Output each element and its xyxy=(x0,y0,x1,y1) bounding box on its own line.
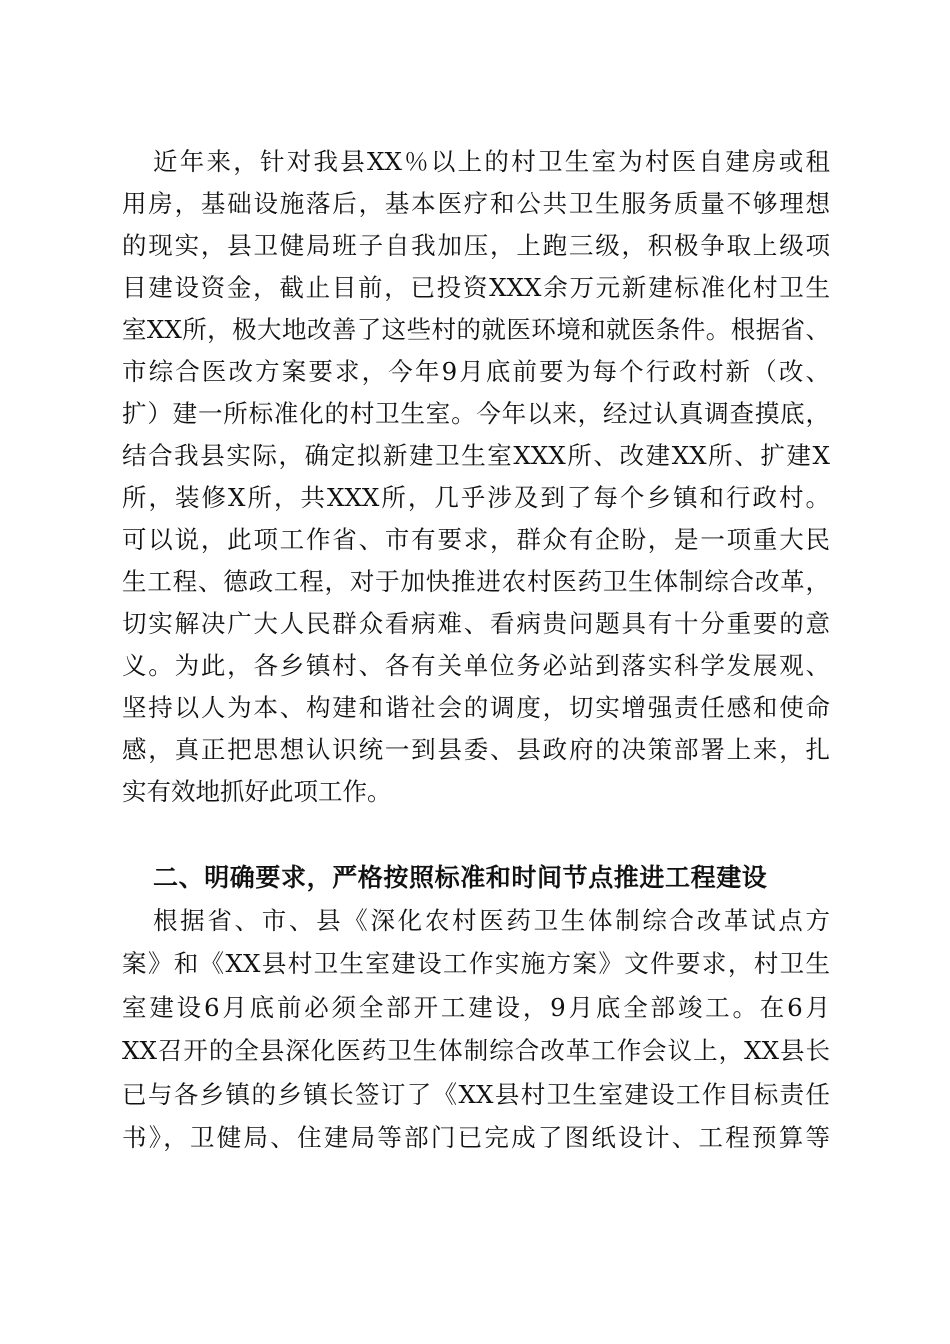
text-line: 根据省、市、县《深化农村医药卫生体制综合改革试点方 xyxy=(153,906,830,935)
text-line: 切实解决广大人民群众看病难、看病贵问题具有十分重要的意 xyxy=(122,609,830,638)
text-line: 义。为此，各乡镇村、各有关单位务必站到落实科学发展观、 xyxy=(122,651,830,680)
text-line: 可以说，此项工作省、市有要求，群众有企盼，是一项重大民 xyxy=(122,525,830,554)
text-line: 坚持以人为本、构建和谐社会的调度，切实增强责任感和使命 xyxy=(122,693,830,722)
text-line: 感，真正把思想认识统一到县委、县政府的决策部署上来，扎 xyxy=(122,735,830,764)
text-line: 室XX所，极大地改善了这些村的就医环境和就医条件。根据省、 xyxy=(122,315,830,344)
text-line: 近年来，针对我县XX％以上的村卫生室为村医自建房或租 xyxy=(153,147,830,176)
text-line: 目建设资金，截止目前，已投资XXX余万元新建标准化村卫生 xyxy=(122,273,830,302)
text-line: 结合我县实际，确定拟新建卫生室XXX所、改建XX所、扩建X xyxy=(122,441,830,470)
text-line: 所，装修X所，共XXX所，几乎涉及到了每个乡镇和行政村。 xyxy=(122,483,830,512)
section-heading: 二、明确要求，严格按照标准和时间节点推进工程建设 xyxy=(153,863,768,892)
text-line: 已与各乡镇的乡镇长签订了《XX县村卫生室建设工作目标责任 xyxy=(122,1079,830,1109)
text-line: 市综合医改方案要求，今年9月底前要为每个行政村新（改、 xyxy=(122,357,830,386)
text-line: 书》，卫健局、住建局等部门已完成了图纸设计、工程预算等 xyxy=(122,1123,830,1152)
text-line: 的现实，县卫健局班子自我加压，上跑三级，积极争取上级项 xyxy=(122,231,830,260)
text-line: XX召开的全县深化医药卫生体制综合改革工作会议上，XX县长 xyxy=(122,1036,830,1066)
text-line: 用房，基础设施落后，基本医疗和公共卫生服务质量不够理想 xyxy=(122,189,830,218)
text-line: 室建设6月底前必须全部开工建设，9月底全部竣工。在6月 xyxy=(122,992,830,1022)
text-line: 生工程、德政工程，对于加快推进农村医药卫生体制综合改革， xyxy=(122,567,830,596)
text-line: 案》和《XX县村卫生室建设工作实施方案》文件要求，村卫生 xyxy=(122,949,830,979)
text-line: 实有效地抓好此项工作。 xyxy=(122,777,392,806)
text-line: 扩）建一所标准化的村卫生室。今年以来，经过认真调查摸底， xyxy=(122,399,830,428)
